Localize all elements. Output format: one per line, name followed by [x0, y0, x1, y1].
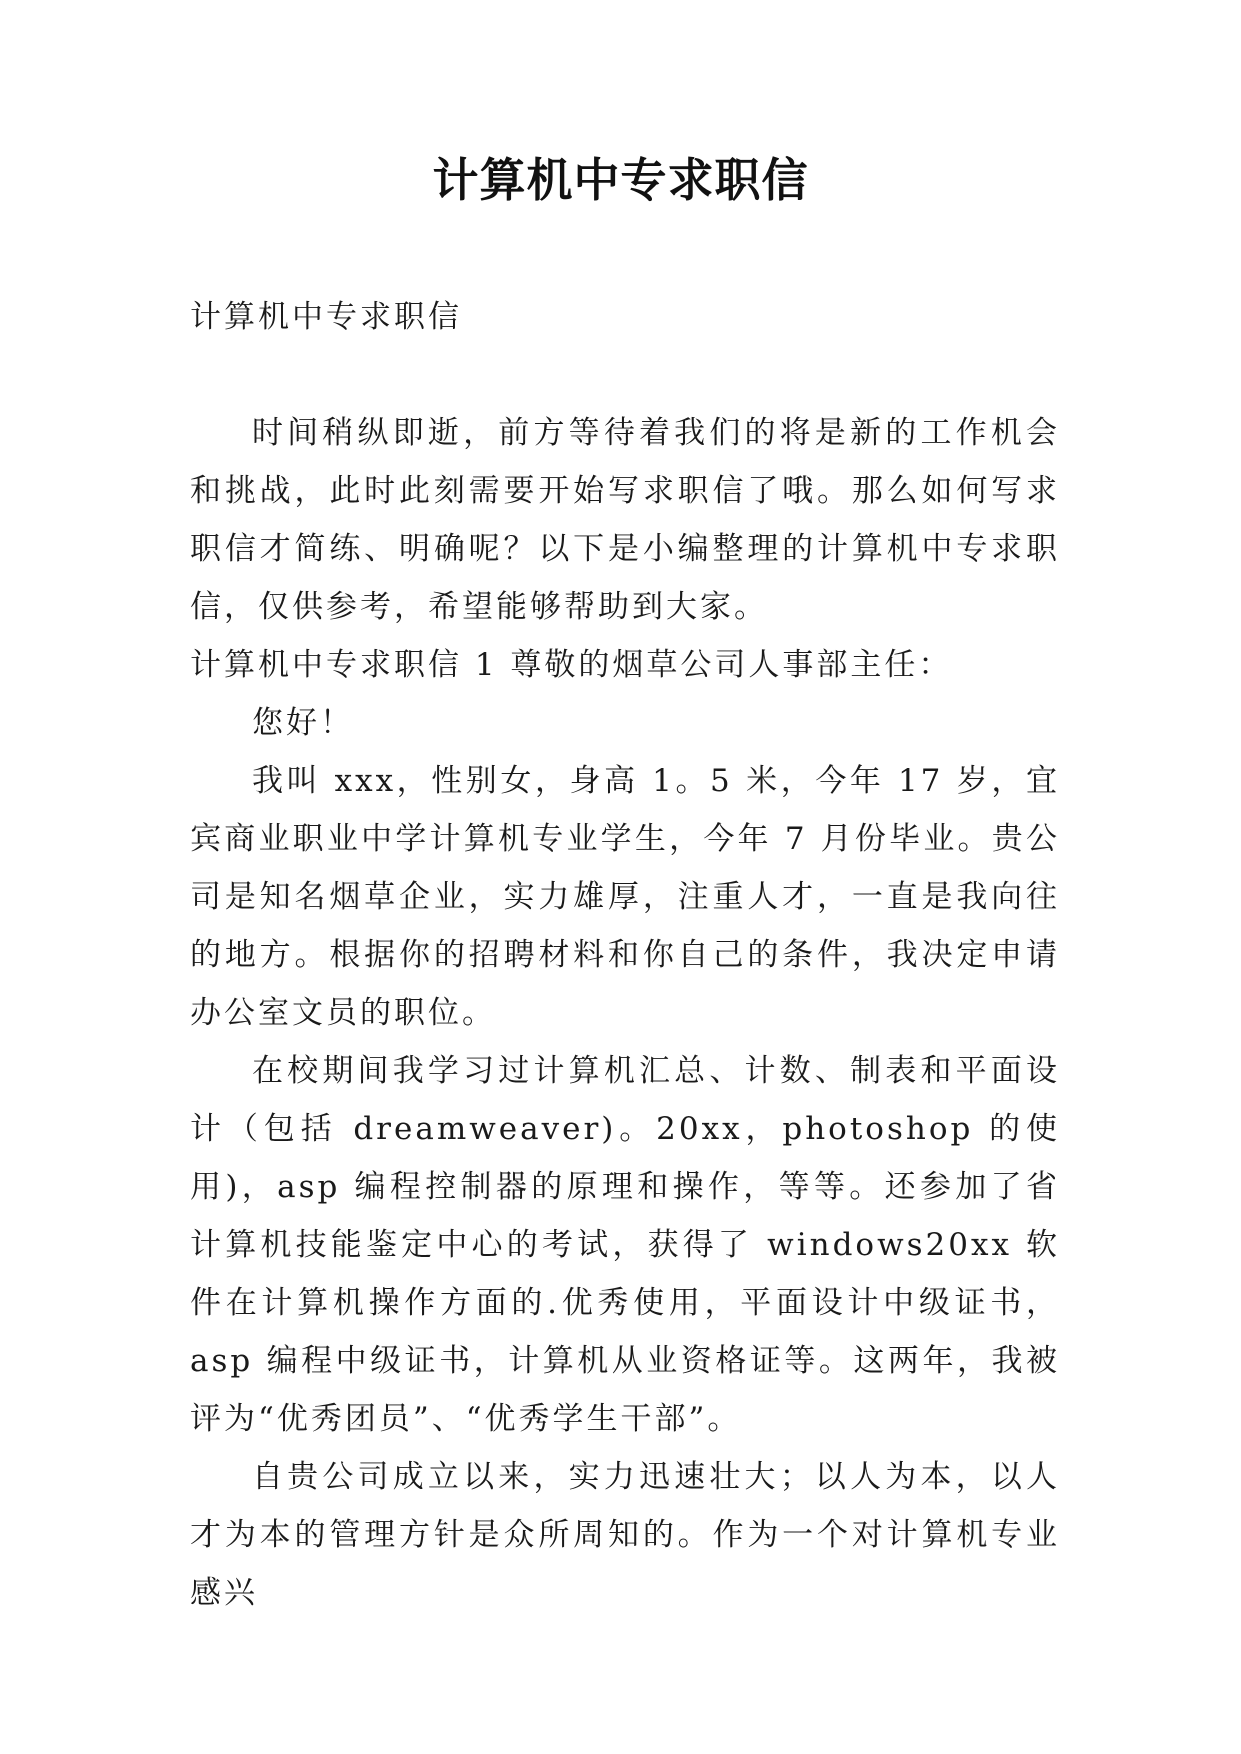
document-title: 计算机中专求职信	[432, 153, 809, 207]
paragraph-company: 自贵公司成立以来，实力迅速壮大；以人为本，以人才为本的管理方针是众所周知的。作为一个对计算机专业感兴	[190, 1459, 1060, 1611]
paragraph-self-introduction: 我叫 xxx，性别女，身高 1。5 米，今年 17 岁，宜宾商业职业中学计算机专业学生，今年 7 月份毕业。贵公司是知名烟草企业，实力雄厚，注重人才，一直是我向往的地方。根据你的招聘材料和你自己的条件，我决定申请办公室文员的职位。	[190, 763, 1060, 1031]
paragraph-intro: 时间稍纵即逝，前方等待着我们的将是新的工作机会和挑战，此时此刻需要开始写求职信了哦。那么如何写求职信才简练、明确呢？以下是小编整理的计算机中专求职信，仅供参考，希望能够帮助到大家。	[190, 415, 1060, 625]
document-body	[190, 288, 1060, 1622]
document-subtitle: 计算机中专求职信	[190, 299, 462, 335]
paragraph-education: 在校期间我学习过计算机汇总、计数、制表和平面设计（包括 dreamweaver)。20xx，photoshop 的使用)，asp 编程控制器的原理和操作，等等。还参加了省计算机技能鉴定中心的考试，获得了 windows20xx 软件在计算机操作方面的.优秀使用，平面设计中级证书，asp 编程中级证书，计算机从业资格证等。这两年，我被评为“优秀团员”、“优秀学生干部”。	[190, 1053, 1060, 1437]
paragraph-greeting: 您好！	[252, 705, 354, 741]
paragraph-salutation-line: 计算机中专求职信 1 尊敬的烟草公司人事部主任：	[190, 647, 953, 683]
